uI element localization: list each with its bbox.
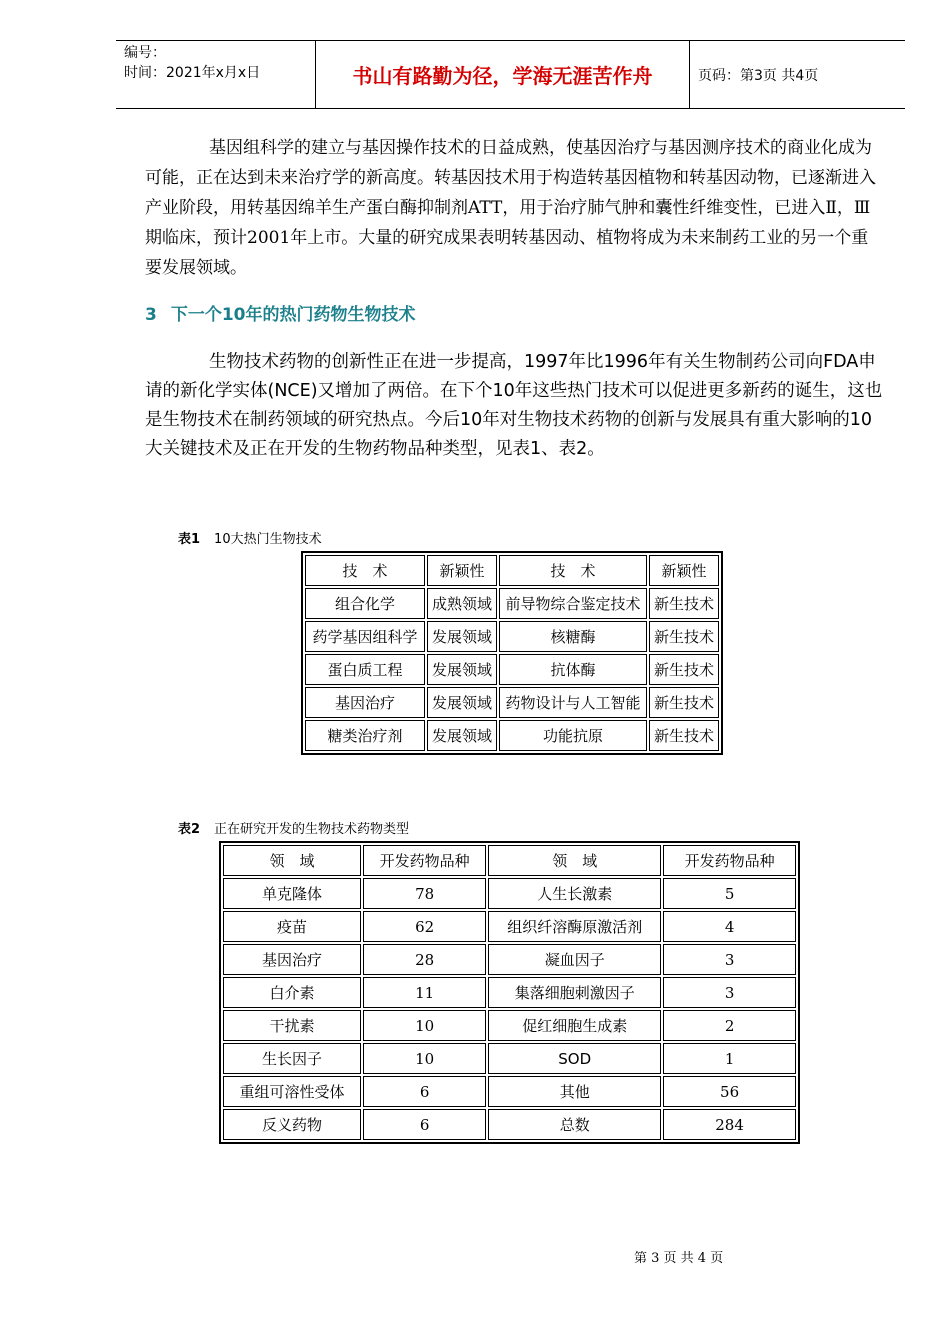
table-row xyxy=(223,944,796,975)
table-row xyxy=(223,1043,796,1074)
table-cell: 6 xyxy=(363,1076,486,1107)
table-cell: 抗体酶 xyxy=(499,654,647,685)
table-cell: 发展领域 xyxy=(427,687,497,718)
table-row xyxy=(305,654,719,685)
table-cell: 新生技术 xyxy=(649,654,719,685)
table-row xyxy=(305,621,719,652)
section-number: 3 xyxy=(145,305,157,325)
paragraph-1-text: 基因组科学的建立与基因操作技术的日益成熟，使基因治疗与基因测序技术的商业化成为可能，正在达到未来治疗学的新高度。转基因技术用于构造转基因植物和转基因动物，已逐渐进入产业阶段，用转基因绵羊生产蛋白酶抑制剂ATT，用于治疗肺气肿和囊性纤维变性，已进入Ⅱ，Ⅲ期临床，预计2001年上市。大量的研究成果表明转基因动、植物将成为未来制药工业的另一个重要发展领域。 xyxy=(145,138,876,278)
header-cell: 新颖性 xyxy=(427,555,497,586)
table-cell: 干扰素 xyxy=(223,1010,361,1041)
table-cell: 疫苗 xyxy=(223,911,361,942)
table-cell: 生长因子 xyxy=(223,1043,361,1074)
table-row xyxy=(305,588,719,619)
header-cell: 新颖性 xyxy=(649,555,719,586)
table-cell: 62 xyxy=(363,911,486,942)
table-cell: 反义药物 xyxy=(223,1109,361,1140)
table-cell: 28 xyxy=(363,944,486,975)
table-cell: 蛋白质工程 xyxy=(305,654,425,685)
table-row xyxy=(305,687,719,718)
table-2-title: 正在研究开发的生物技术药物类型 xyxy=(214,822,410,837)
table-cell: 2 xyxy=(663,1010,796,1041)
header-cell: 开发药物品种 xyxy=(363,845,486,876)
table-cell: 新生技术 xyxy=(649,621,719,652)
table-cell: 前导物综合鉴定技术 xyxy=(499,588,647,619)
section-heading xyxy=(145,300,416,325)
table-row xyxy=(223,1109,796,1140)
table-row xyxy=(223,878,796,909)
table-cell: 1 xyxy=(663,1043,796,1074)
table-cell: 白介素 xyxy=(223,977,361,1008)
paragraph-2 xyxy=(145,348,885,464)
table-cell: 284 xyxy=(663,1109,796,1140)
time-label: 时间：2021年x月x日 xyxy=(124,65,261,81)
table-2 xyxy=(219,841,800,1144)
table-cell: 56 xyxy=(663,1076,796,1107)
table-cell: 凝血因子 xyxy=(488,944,661,975)
table-cell: 10 xyxy=(363,1010,486,1041)
table-cell: 6 xyxy=(363,1109,486,1140)
table-cell: 药物设计与人工智能 xyxy=(499,687,647,718)
table-1-caption xyxy=(178,528,322,547)
table-cell: 药学基因组科学 xyxy=(305,621,425,652)
table-cell: 发展领域 xyxy=(427,654,497,685)
table-1-label: 表1 xyxy=(178,532,201,547)
section-title: 下一个10年的热门药物生物技术 xyxy=(170,305,416,325)
table-row xyxy=(223,977,796,1008)
table-cell: 促红细胞生成素 xyxy=(488,1010,661,1041)
table-cell: 糖类治疗剂 xyxy=(305,720,425,751)
header-meta xyxy=(116,41,316,108)
table-row xyxy=(223,1010,796,1041)
header-cell: 领 域 xyxy=(488,845,661,876)
table-cell: 人生长激素 xyxy=(488,878,661,909)
table-cell: 成熟领域 xyxy=(427,588,497,619)
table-cell: 78 xyxy=(363,878,486,909)
table-cell: 基因治疗 xyxy=(305,687,425,718)
table-cell: 组合化学 xyxy=(305,588,425,619)
table-1 xyxy=(301,551,723,755)
code-label: 编号： xyxy=(124,45,166,61)
header-motto: 书山有路勤为径，学海无涯苦作舟 xyxy=(316,41,690,108)
paragraph-1 xyxy=(145,133,885,283)
table-cell: 3 xyxy=(663,944,796,975)
header-cell: 技 术 xyxy=(499,555,647,586)
table-row xyxy=(223,1076,796,1107)
table-cell: 新生技术 xyxy=(649,687,719,718)
table-cell: 功能抗原 xyxy=(499,720,647,751)
table-cell: 4 xyxy=(663,911,796,942)
table-header-row xyxy=(305,555,719,586)
table-cell: 总数 xyxy=(488,1109,661,1140)
paragraph-2-text: 生物技术药物的创新性正在进一步提高，1997年比1996年有关生物制药公司向FDA申请的新化学实体(NCE)又增加了两倍。在下个10年这些热门技术可以促进更多新药的诞生，这也是生物技术在制药领域的研究热点。今后10年对生物技术药物的创新与发展具有重大影响的10大关键技术及正在开发的生物药物品种类型，见表1、表2。 xyxy=(145,352,883,459)
header-cell: 技 术 xyxy=(305,555,425,586)
table-cell: 发展领域 xyxy=(427,621,497,652)
table-header-row xyxy=(223,845,796,876)
page-header xyxy=(116,40,905,109)
table-cell: 集落细胞刺激因子 xyxy=(488,977,661,1008)
table-cell: 重组可溶性受体 xyxy=(223,1076,361,1107)
table-cell: 新生技术 xyxy=(649,588,719,619)
table-cell: 新生技术 xyxy=(649,720,719,751)
header-page-label: 页码：第3页 共4页 xyxy=(698,67,819,84)
header-cell: 领 域 xyxy=(223,845,361,876)
table-row xyxy=(223,911,796,942)
table-cell: 基因治疗 xyxy=(223,944,361,975)
table-2-label: 表2 xyxy=(178,822,201,837)
table-cell: 发展领域 xyxy=(427,720,497,751)
table-cell: 组织纤溶酶原激活剂 xyxy=(488,911,661,942)
table-cell: SOD xyxy=(488,1043,661,1074)
table-cell: 核糖酶 xyxy=(499,621,647,652)
header-cell: 开发药物品种 xyxy=(663,845,796,876)
table-row xyxy=(305,720,719,751)
table-cell: 10 xyxy=(363,1043,486,1074)
table-cell: 其他 xyxy=(488,1076,661,1107)
table-1-title: 10大热门生物技术 xyxy=(214,532,322,547)
table-cell: 5 xyxy=(663,878,796,909)
table-cell: 3 xyxy=(663,977,796,1008)
page-footer: 第 3 页 共 4 页 xyxy=(634,1251,724,1266)
table-2-caption xyxy=(178,818,409,837)
table-cell: 11 xyxy=(363,977,486,1008)
table-cell: 单克隆体 xyxy=(223,878,361,909)
